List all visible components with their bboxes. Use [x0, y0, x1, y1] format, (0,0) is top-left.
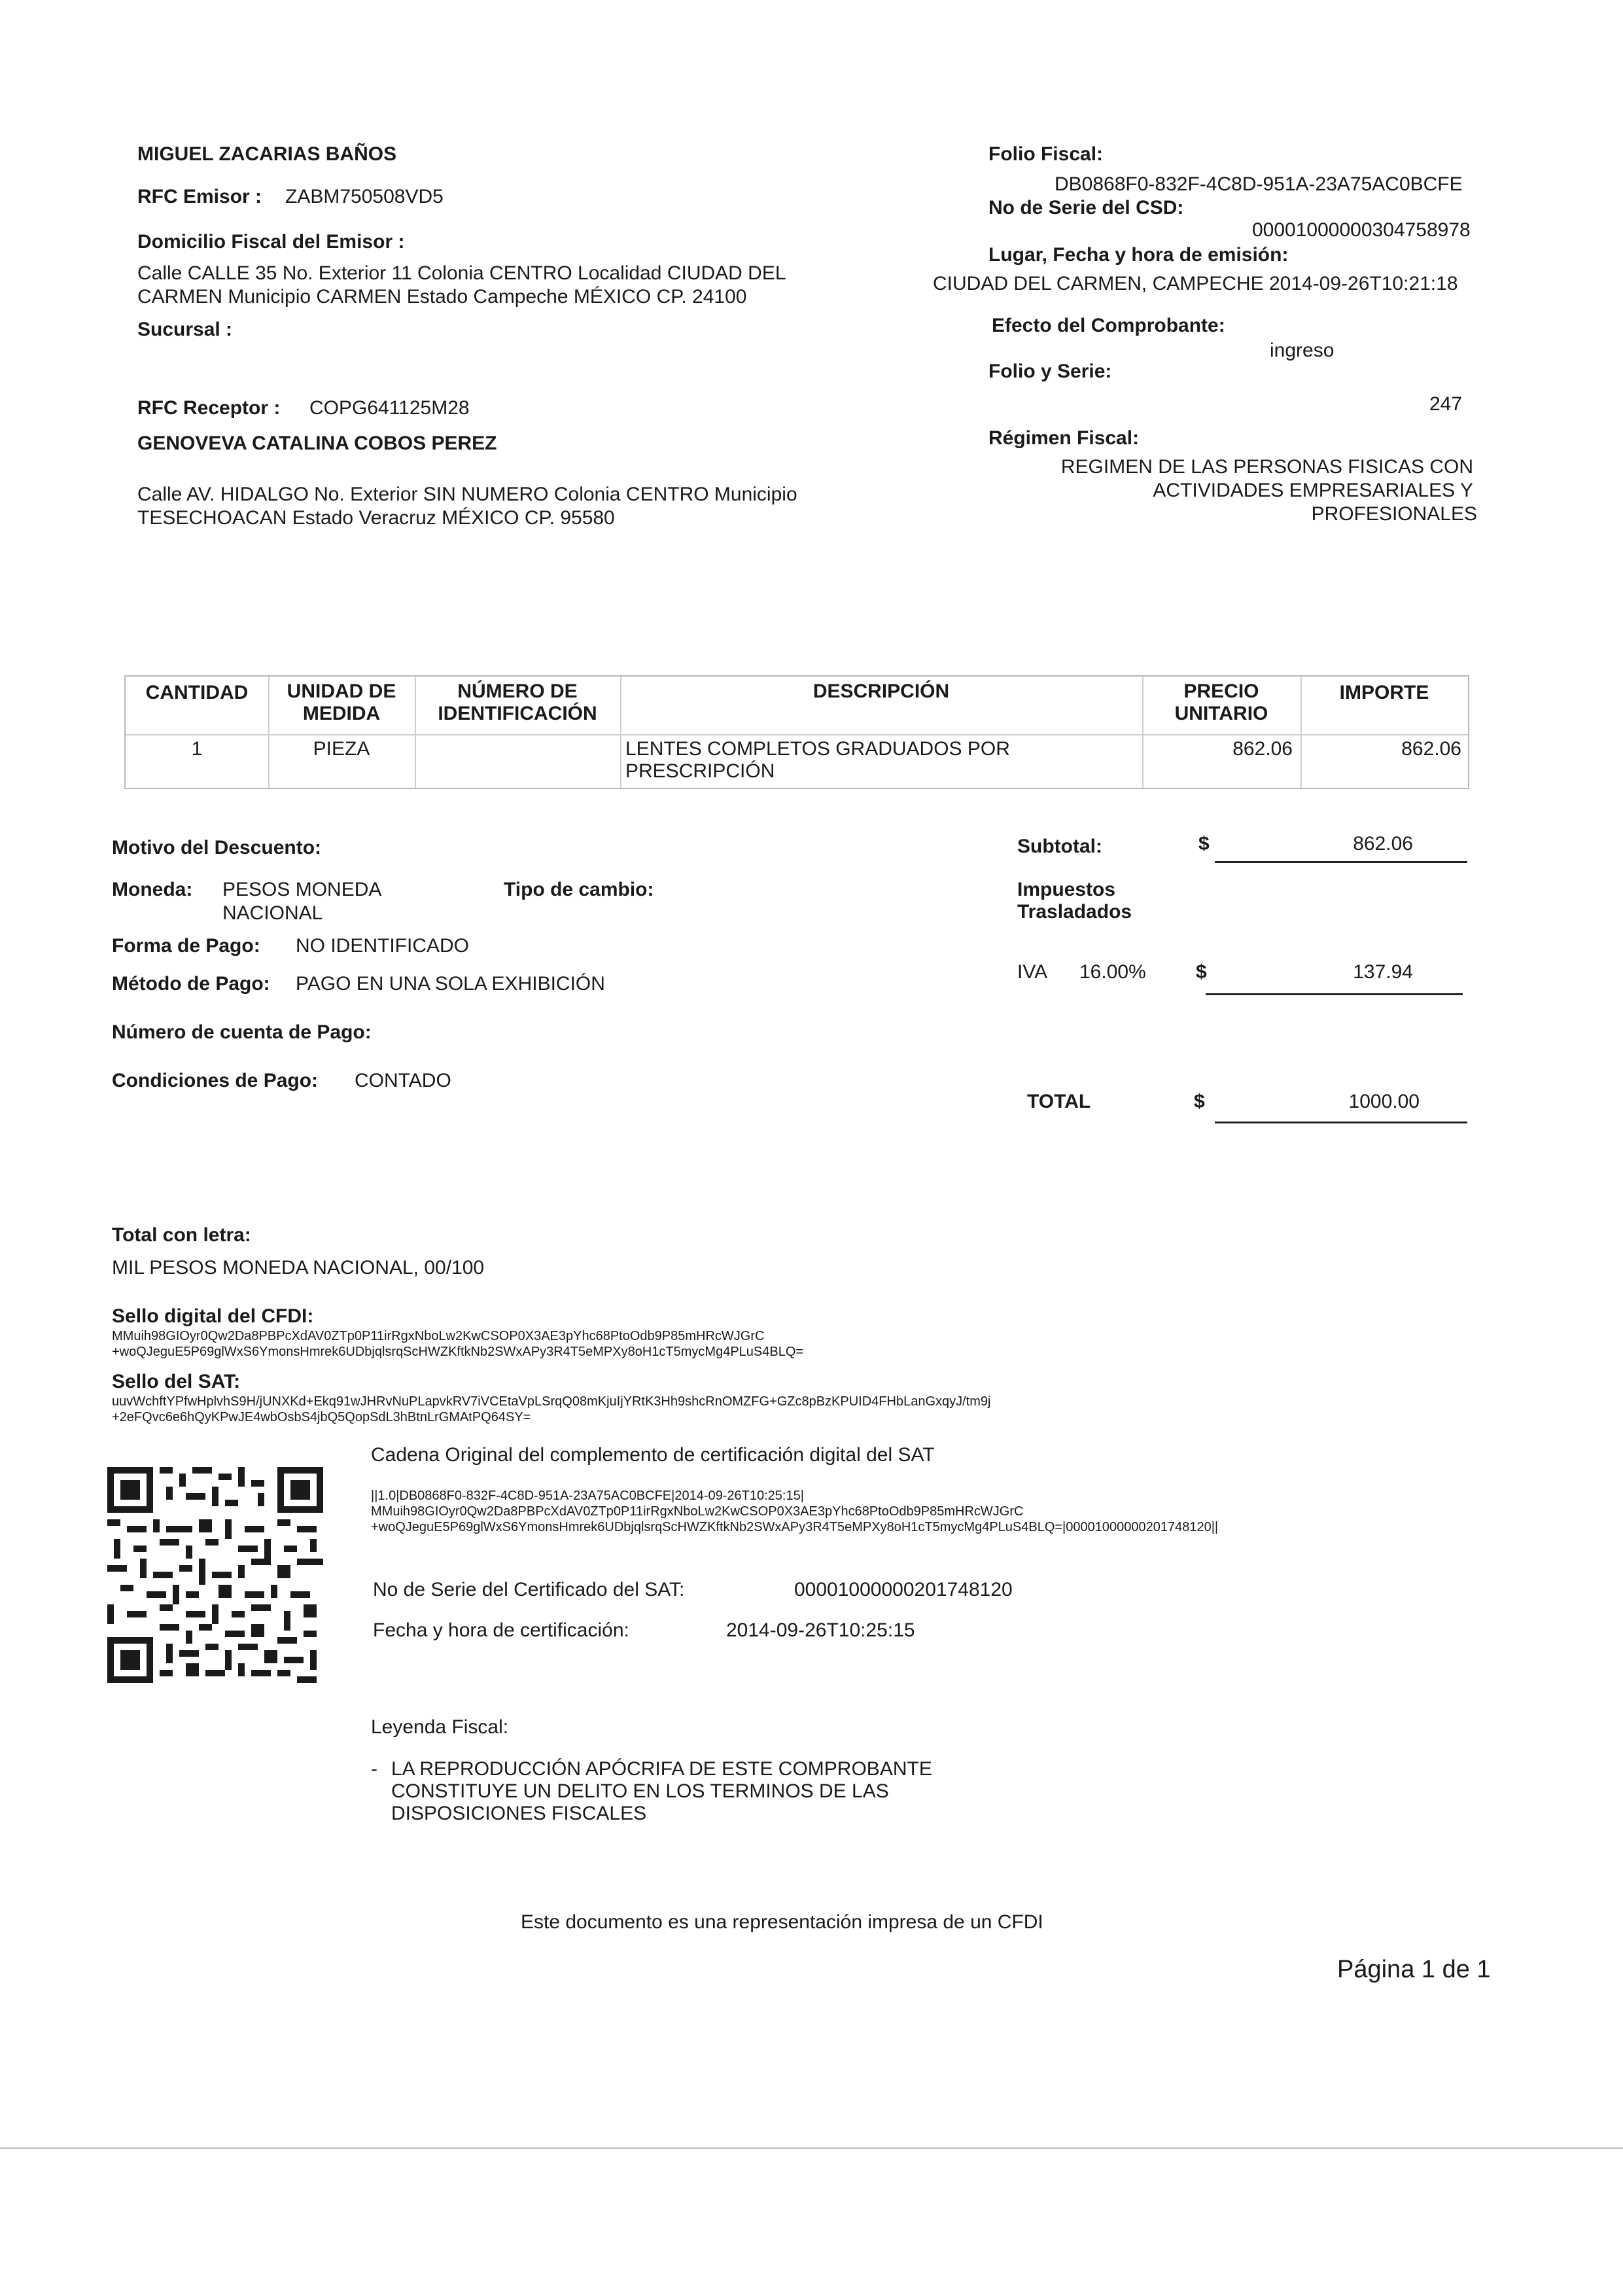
th-numero-line1: NÚMERO DE: [457, 680, 578, 702]
emisor-nombre: MIGUEL ZACARIAS BAÑOS: [137, 143, 397, 165]
leyenda-line1: LA REPRODUCCIÓN APÓCRIFA DE ESTE COMPROBANTE: [391, 1758, 932, 1780]
moneda-line2: NACIONAL: [222, 902, 323, 924]
subtotal-currency: $: [1198, 833, 1210, 855]
moneda-label: Moneda:: [112, 879, 193, 900]
regimen-line1: REGIMEN DE LAS PERSONAS FISICAS CON: [1060, 456, 1473, 478]
impuestos-line2: Trasladados: [1017, 901, 1132, 923]
serie-csd-label: No de Serie del CSD:: [988, 197, 1184, 219]
cert-sat: 00001000000201748120: [794, 1579, 1013, 1600]
condiciones: CONTADO: [355, 1070, 451, 1091]
serie-csd: 00001000000304758978: [1252, 219, 1471, 241]
sello-sat-line1: uuvWchftYPfwHplvhS9H/jUNXKd+Ekq91wJHRvNuPLapvkRV7iVCEtaVpLSrqQ08mKjuIjYRtK3Hh9shcRnOMZFG+GZc8pBzKPUID4FHbLanGxqyJ/tm9j: [112, 1394, 991, 1409]
leyenda-label: Leyenda Fiscal:: [371, 1716, 509, 1738]
condiciones-label: Condiciones de Pago:: [112, 1070, 319, 1091]
sucursal-label: Sucursal :: [137, 319, 233, 340]
leyenda-line3: DISPOSICIONES FISCALES: [391, 1803, 647, 1824]
folio-serie: 247: [1429, 393, 1463, 415]
cell-precio: 862.06: [1232, 738, 1293, 760]
cell-descripcion-line2: PRESCRIPCIÓN: [625, 760, 775, 782]
fecha-cert: 2014-09-26T10:25:15: [726, 1619, 915, 1641]
metodo-pago-label: Método de Pago:: [112, 973, 270, 995]
subtotal-underline: [1215, 861, 1467, 863]
cell-cantidad: 1: [191, 738, 203, 760]
th-precio-line2: UNITARIO: [1174, 703, 1268, 724]
rfc-receptor: COPG641125M28: [309, 397, 470, 419]
cadena-line3: +woQJeguE5P69glWxS6YmonsHmrek6UDbjqlsrqScHWZKftkNb2SWxAPy3R4T5eMPXy8oH1cT5mycMg4PLuS4BLQ=|00001000000201748120||: [371, 1520, 1219, 1534]
iva-rate: 16.00%: [1079, 961, 1146, 983]
lugar-label: Lugar, Fecha y hora de emisión:: [988, 244, 1289, 266]
cadena-label: Cadena Original del complemento de certificación digital del SAT: [371, 1444, 935, 1466]
regimen-line2: ACTIVIDADES EMPRESARIALES Y: [1153, 480, 1473, 501]
sello-cfdi-line2: +woQJeguE5P69glWxS6YmonsHmrek6UDbjqlsrqScHWZKftkNb2SWxAPy3R4T5eMPXy8oH1cT5mycMg4PLuS4BLQ=: [112, 1345, 804, 1359]
qr-code-icon: [107, 1467, 323, 1683]
receptor-nombre: GENOVEVA CATALINA COBOS PEREZ: [137, 433, 497, 454]
efecto-label: Efecto del Comprobante:: [992, 315, 1225, 336]
domicilio-receptor-line1: Calle AV. HIDALGO No. Exterior SIN NUMERO Colonia CENTRO Municipio: [137, 484, 797, 505]
sello-cfdi-label: Sello digital del CFDI:: [112, 1305, 314, 1327]
folio-serie-label: Folio y Serie:: [988, 361, 1112, 382]
th-unidad: [268, 680, 415, 725]
cell-unidad: PIEZA: [313, 738, 370, 760]
th-precio: [1142, 680, 1300, 725]
th-importe: IMPORTE: [1339, 682, 1429, 703]
domicilio-emisor-line1: Calle CALLE 35 No. Exterior 11 Colonia CENTRO Localidad CIUDAD DEL: [137, 262, 786, 284]
cert-sat-label: No de Serie del Certificado del SAT:: [373, 1579, 685, 1600]
metodo-pago: PAGO EN UNA SOLA EXHIBICIÓN: [296, 973, 605, 995]
total-value: 1000.00: [1348, 1091, 1420, 1112]
total-label: TOTAL: [1027, 1091, 1091, 1112]
tipo-cambio-label: Tipo de cambio:: [504, 879, 654, 900]
regimen-label: Régimen Fiscal:: [988, 427, 1140, 449]
th-unidad-line1: UNIDAD DE: [287, 680, 396, 702]
iva-underline: [1206, 993, 1463, 995]
forma-pago-label: Forma de Pago:: [112, 935, 260, 957]
subtotal-value: 862.06: [1353, 833, 1413, 855]
folio-fiscal: DB0868F0-832F-4C8D-951A-23A75AC0BCFE: [1055, 173, 1463, 195]
forma-pago: NO IDENTIFICADO: [296, 935, 470, 957]
iva-value: 137.94: [1353, 961, 1413, 983]
cadena-line1: ||1.0|DB0868F0-832F-4C8D-951A-23A75AC0BCFE|2014-09-26T10:25:15|: [371, 1489, 804, 1503]
cell-importe: 862.06: [1401, 738, 1461, 760]
sello-cfdi-line1: MMuih98GIOyr0Qw2Da8PBPcXdAV0ZTp0P11irRgxNboLw2KwCSOP0X3AE3pYhc68PtoOdb9P85mHRcWJGrC: [112, 1329, 765, 1343]
rfc-emisor-label: RFC Emisor :: [137, 186, 262, 207]
th-numero: [415, 680, 620, 725]
domicilio-emisor-label: Domicilio Fiscal del Emisor :: [137, 231, 405, 253]
total-currency: $: [1194, 1091, 1205, 1112]
page-number: Página 1 de 1: [1337, 1956, 1491, 1983]
scan-edge-divider: [0, 2147, 1623, 2149]
th-numero-line2: IDENTIFICACIÓN: [438, 703, 597, 724]
folio-fiscal-label: Folio Fiscal:: [988, 143, 1104, 165]
domicilio-emisor-line2: CARMEN Municipio CARMEN Estado Campeche MÉXICO CP. 24100: [137, 286, 747, 308]
motivo-descuento-label: Motivo del Descuento:: [112, 837, 322, 858]
domicilio-receptor-line2: TESECHOACAN Estado Veracruz MÉXICO CP. 95580: [137, 507, 615, 529]
moneda-line1: PESOS MONEDA: [222, 879, 382, 900]
cell-descripcion: [625, 738, 1010, 783]
total-letra-label: Total con letra:: [112, 1224, 251, 1246]
subtotal-label: Subtotal:: [1017, 836, 1102, 857]
conceptos-table: [124, 675, 1469, 789]
cadena-line2: MMuih98GIOyr0Qw2Da8PBPcXdAV0ZTp0P11irRgxNboLw2KwCSOP0X3AE3pYhc68PtoOdb9P85mHRcWJGrC: [371, 1504, 1024, 1519]
iva-label: IVA: [1017, 961, 1048, 983]
iva-currency: $: [1196, 961, 1207, 983]
regimen-line3: PROFESIONALES: [1311, 503, 1477, 525]
th-precio-line1: PRECIO: [1183, 680, 1259, 702]
fecha-cert-label: Fecha y hora de certificación:: [373, 1619, 629, 1641]
efecto-value: ingreso: [1270, 340, 1335, 361]
sello-sat-label: Sello del SAT:: [112, 1371, 241, 1392]
table-header-divider: [126, 734, 1468, 735]
th-unidad-line2: MEDIDA: [302, 703, 381, 724]
th-cantidad: CANTIDAD: [145, 682, 249, 703]
leyenda-line2: CONSTITUYE UN DELITO EN LOS TERMINOS DE LAS: [391, 1780, 889, 1802]
total-letra: MIL PESOS MONEDA NACIONAL, 00/100: [112, 1257, 485, 1279]
impuestos-line1: Impuestos: [1017, 879, 1116, 900]
rfc-receptor-label: RFC Receptor :: [137, 397, 281, 419]
lugar-fecha: CIUDAD DEL CARMEN, CAMPECHE 2014-09-26T10:21:18: [933, 273, 1458, 294]
cuenta-pago-label: Número de cuenta de Pago:: [112, 1021, 372, 1043]
footer-note: Este documento es una representación impresa de un CFDI: [521, 1911, 1043, 1933]
total-underline: [1215, 1122, 1467, 1123]
cell-descripcion-line1: LENTES COMPLETOS GRADUADOS POR: [625, 738, 1010, 760]
leyenda-bullet: -: [371, 1758, 377, 1780]
sello-sat-line2: +2eFQvc6e6hQyKPwJE4wbOsbS4jbQ5QopSdL3hBtnLrGMAtPQ64SY=: [112, 1410, 531, 1424]
th-descripcion: DESCRIPCIÓN: [812, 680, 950, 702]
rfc-emisor: ZABM750508VD5: [285, 186, 444, 207]
